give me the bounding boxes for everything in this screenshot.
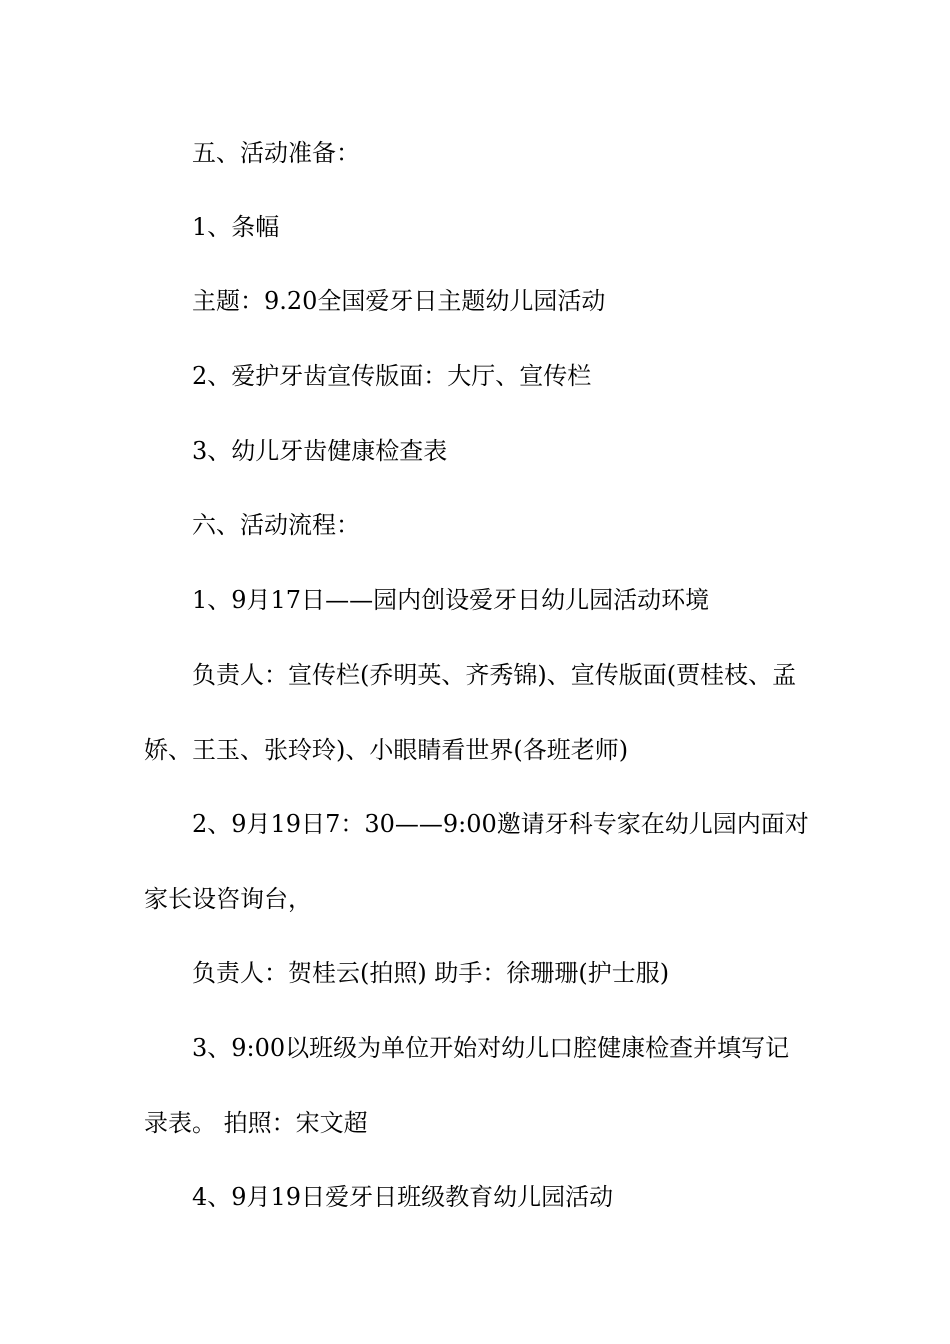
section-heading-process: 六、活动流程：	[192, 511, 360, 539]
list-item-display-boards: 2、爱护牙齿宣传版面：大厅、宣传栏	[192, 362, 592, 390]
process-step-4: 4、9月19日爱牙日班级教育幼儿园活动	[192, 1183, 614, 1211]
list-item-checkup-form: 3、幼儿牙齿健康检查表	[192, 437, 448, 465]
step-2-responsible: 负责人：贺桂云(拍照) 助手：徐珊珊(护士服)	[192, 959, 670, 987]
process-step-3-line-1: 3、9:00以班级为单位开始对幼儿口腔健康检查并填写记	[192, 1034, 790, 1062]
process-step-2-line-1: 2、9月19日7：30——9:00邀请牙科专家在幼儿园内面对	[192, 810, 809, 838]
step-1-responsible-line-1: 负责人：宣传栏(乔明英、齐秀锦)、宣传版面(贾桂枝、孟	[192, 661, 797, 689]
process-step-2-line-2: 家长设咨询台，	[144, 885, 312, 913]
process-step-3-line-2: 录表。 拍照：宋文超	[144, 1109, 368, 1137]
step-1-responsible-line-2: 娇、王玉、张玲玲)、小眼睛看世界(各班老师)	[144, 736, 629, 764]
banner-theme-text: 主题：9.20全国爱牙日主题幼儿园活动	[192, 287, 606, 315]
process-step-1: 1、9月17日——园内创设爱牙日幼儿园活动环境	[192, 586, 710, 614]
list-item-banner: 1、条幅	[192, 213, 280, 241]
section-heading-preparation: 五、活动准备：	[192, 139, 360, 167]
